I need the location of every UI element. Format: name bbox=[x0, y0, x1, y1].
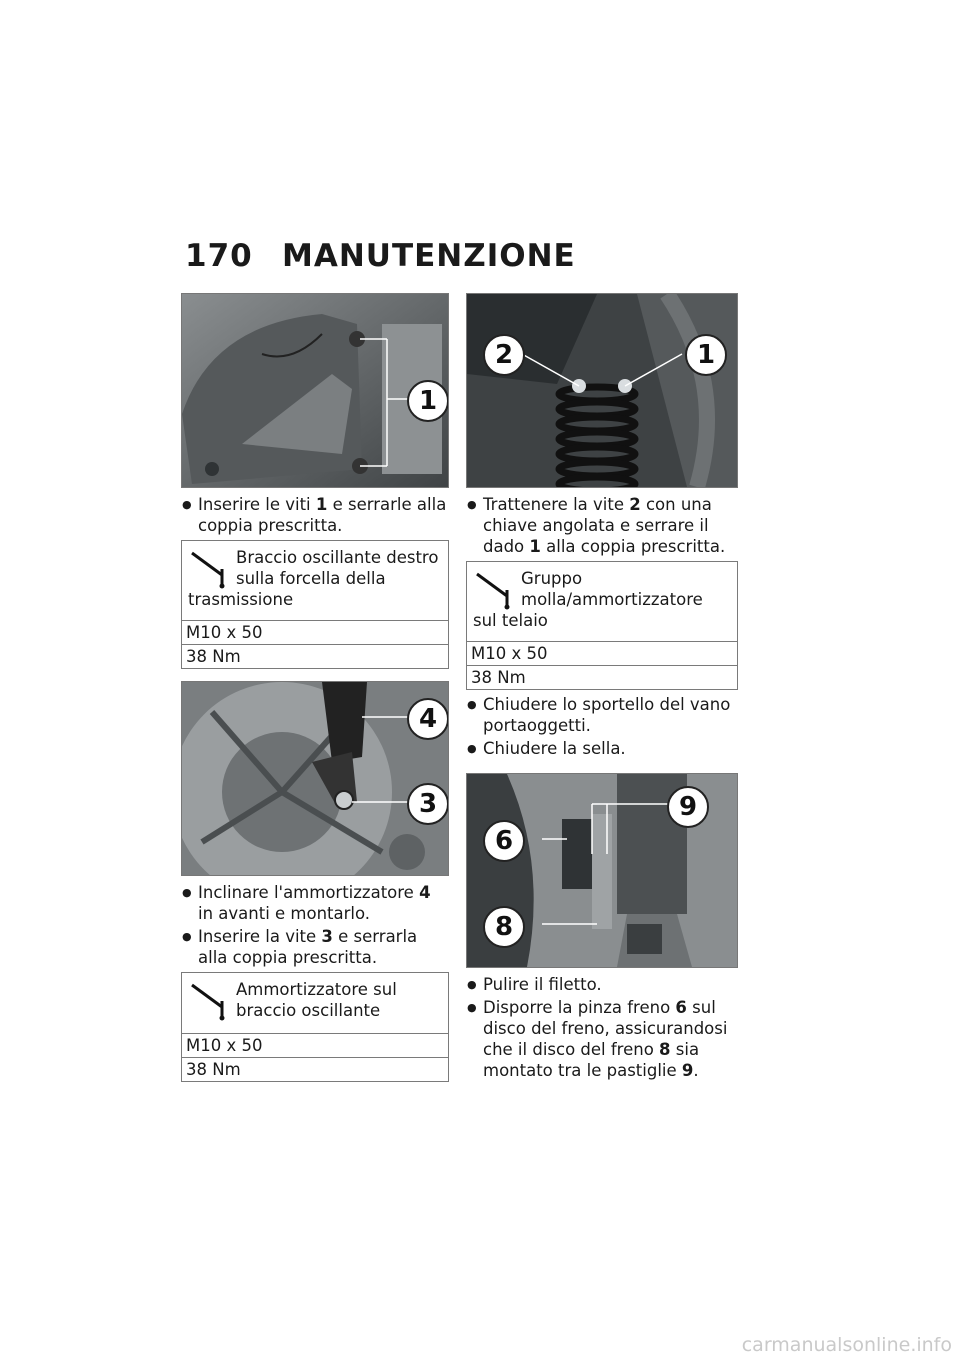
callout-1: 1 bbox=[407, 380, 449, 422]
page-header bbox=[185, 238, 576, 274]
bullet-list-3 bbox=[466, 494, 738, 557]
bullet-item: ● Trattenere la vite 2 con una chiave angolata e serrare il dado 1 alla coppia prescritta. bbox=[466, 494, 738, 557]
callout-2: 2 bbox=[483, 334, 525, 376]
right-column bbox=[466, 293, 738, 1085]
spec-torque: 38 Nm bbox=[186, 647, 241, 666]
bullet-item: ● Inserire la vite 3 e serrarla alla coppia prescritta. bbox=[181, 926, 449, 968]
torque-wrench-icon bbox=[188, 979, 232, 1021]
spec-torque: 38 Nm bbox=[186, 1060, 241, 1079]
page-number: 170 bbox=[185, 238, 253, 274]
photo-shock-absorber-lower bbox=[181, 681, 449, 876]
left-column bbox=[181, 293, 449, 1090]
callout-3: 3 bbox=[407, 783, 449, 825]
bullet-list-5 bbox=[466, 974, 738, 1081]
bullet-item: ● Inclinare l'ammortizzatore 4 in avanti e montarlo. bbox=[181, 882, 449, 924]
callout-6: 6 bbox=[483, 820, 525, 862]
bullet-item: ● Chiudere la sella. bbox=[466, 738, 738, 759]
page-title: MANUTENZIONE bbox=[282, 238, 576, 274]
spec-thread: M10 x 50 bbox=[182, 1034, 448, 1058]
bullet-item: ● Disporre la pinza freno 6 sul disco del freno, assicurandosi che il disco del freno 8 sia montato tra le pastiglie 9. bbox=[466, 997, 738, 1081]
watermark: carmanualsonline.info bbox=[741, 1334, 952, 1356]
bullet-item: ● Chiudere lo sportello del vano portaoggetti. bbox=[466, 694, 738, 736]
spec-thread: M10 x 50 bbox=[182, 621, 448, 645]
torque-spec-2 bbox=[181, 972, 449, 1082]
callout-4: 4 bbox=[407, 698, 449, 740]
spec-description: Braccio oscillante destro sulla forcella della trasmissione bbox=[182, 541, 448, 621]
bullet-list-1 bbox=[181, 494, 449, 536]
callout-9: 9 bbox=[667, 786, 709, 828]
torque-wrench-icon bbox=[188, 547, 232, 589]
photo-brake-caliper bbox=[466, 773, 738, 968]
spring-illustration bbox=[467, 294, 738, 487]
torque-spec-1 bbox=[181, 540, 449, 669]
bullet-list-4 bbox=[466, 694, 738, 759]
torque-wrench-icon bbox=[473, 568, 517, 610]
photo-swingarm bbox=[181, 293, 449, 488]
callout-8: 8 bbox=[483, 906, 525, 948]
photo-shock-absorber-upper bbox=[466, 293, 738, 488]
bullet-item: ● Inserire le viti 1 e serrarle alla coppia prescritta. bbox=[181, 494, 449, 536]
spec-thread: M10 x 50 bbox=[467, 642, 737, 666]
spec-description: Ammortizzatore sul braccio oscillante bbox=[182, 973, 448, 1034]
torque-spec-3 bbox=[466, 561, 738, 690]
bullet-list-2 bbox=[181, 882, 449, 968]
spec-description: Gruppo molla/ammortizzatore sul telaio bbox=[467, 562, 737, 642]
bullet-item: ● Pulire il filetto. bbox=[466, 974, 738, 995]
spec-torque: 38 Nm bbox=[471, 668, 526, 687]
callout-1b: 1 bbox=[685, 334, 727, 376]
